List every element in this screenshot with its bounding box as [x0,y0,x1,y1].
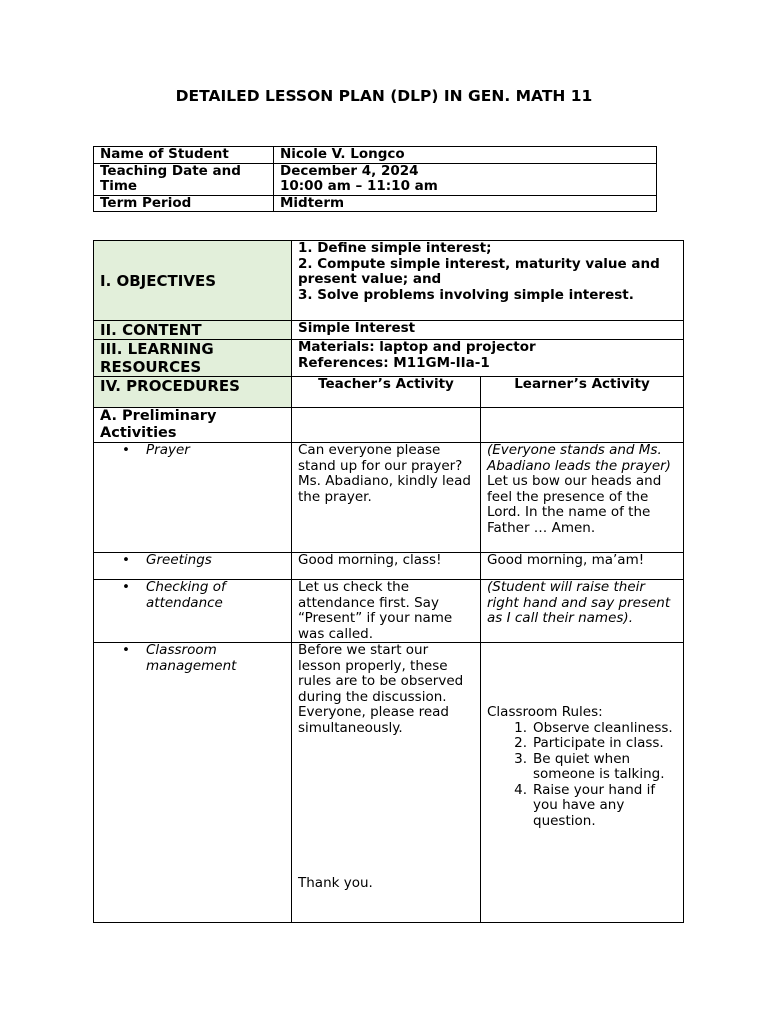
info-value [274,163,657,195]
prayer-label: Prayer [146,442,190,458]
objectives-row [94,241,684,321]
objective-item: 1. Define simple interest; [298,240,492,256]
preliminary-label: A. Preliminary Activities [94,408,292,443]
prayer-teacher: Can everyone please stand up for our prayer? Ms. Abadiano, kindly lead the prayer. [292,443,481,553]
info-label: Name of Student [94,147,274,164]
rule-item: 3. Be quiet when someone is talking. [514,750,665,782]
materials-text: Materials: laptop and projector [298,339,536,355]
info-row-date [94,163,657,195]
rule-item: 1. Observe cleanliness. [514,719,673,736]
prayer-learner-text: Let us bow our heads and feel the presence of the Lord. In the name of the Father … Amen. [487,473,662,536]
info-row-name [94,147,657,164]
attendance-teacher: Let us check the attendance first. Say “Present” if your name was called. [292,580,481,643]
resources-label: III. LEARNING RESOURCES [94,340,292,377]
content-value: Simple Interest [292,321,684,340]
lesson-plan-table [93,240,684,923]
objectives-list [292,241,684,321]
rule-item: 4. Raise your hand if you have any question. [514,781,656,829]
learner-activity-header: Learner’s Activity [481,377,684,408]
management-learner [481,643,684,923]
content-label: II. CONTENT [94,321,292,340]
teacher-activity-header: Teacher’s Activity [292,377,481,408]
empty-cell [292,408,481,443]
rule-item: 2. Participate in class. [514,735,664,751]
greetings-learner: Good morning, ma’am! [481,553,684,580]
student-info-table [93,146,657,212]
management-teacher-text: Before we start our lesson properly, these rules are to be observed during the discussion. Everyone, please read simultaneously. [298,642,464,736]
prayer-learner [481,443,684,553]
info-value: Nicole V. Longco [274,147,657,164]
procedures-label: IV. PROCEDURES [94,377,292,408]
management-row [94,643,684,923]
prayer-learner-note: (Everyone stands and Ms. Abadiano leads the prayer) [487,442,671,474]
info-label: Term Period [94,195,274,212]
preliminary-row [94,408,684,443]
objectives-label: I. OBJECTIVES [94,241,292,321]
rules-list [487,721,677,830]
info-row-term [94,195,657,212]
greetings-row [94,553,684,580]
bullet-icon: • [122,552,130,568]
info-value-line: December 4, 2024 [280,162,419,179]
bullet-icon: • [122,642,130,658]
document-title: DETAILED LESSON PLAN (DLP) IN GEN. MATH 11 [175,87,593,105]
rules-heading: Classroom Rules: [487,704,603,720]
bullet-icon: • [122,579,130,595]
info-value: Midterm [274,195,657,212]
management-teacher-end: Thank you. [298,875,373,891]
resources-row [94,340,684,377]
attendance-label-cell [94,580,292,643]
prayer-row [94,443,684,553]
greetings-teacher: Good morning, class! [292,553,481,580]
procedures-row [94,377,684,408]
references-text: References: M11GM-IIa-1 [298,354,490,371]
management-label-cell [94,643,292,923]
attendance-label: Checking of attendance [146,579,226,611]
management-teacher [292,643,481,923]
objective-item: 3. Solve problems involving simple interest. [298,286,634,303]
objective-item: 2. Compute simple interest, maturity value and present value; and [298,255,660,287]
greetings-label-cell [94,553,292,580]
attendance-row [94,580,684,643]
attendance-learner: (Student will raise their right hand and say present as I call their names). [481,580,684,643]
prayer-label-cell [94,443,292,553]
greetings-label: Greetings [146,552,212,568]
info-value-line: 10:00 am – 11:10 am [280,178,438,194]
resources-value [292,340,684,377]
empty-cell [481,408,684,443]
content-row [94,321,684,340]
management-label: Classroom management [146,642,237,674]
info-label: Teaching Date and Time [94,163,274,195]
bullet-icon: • [122,442,130,458]
